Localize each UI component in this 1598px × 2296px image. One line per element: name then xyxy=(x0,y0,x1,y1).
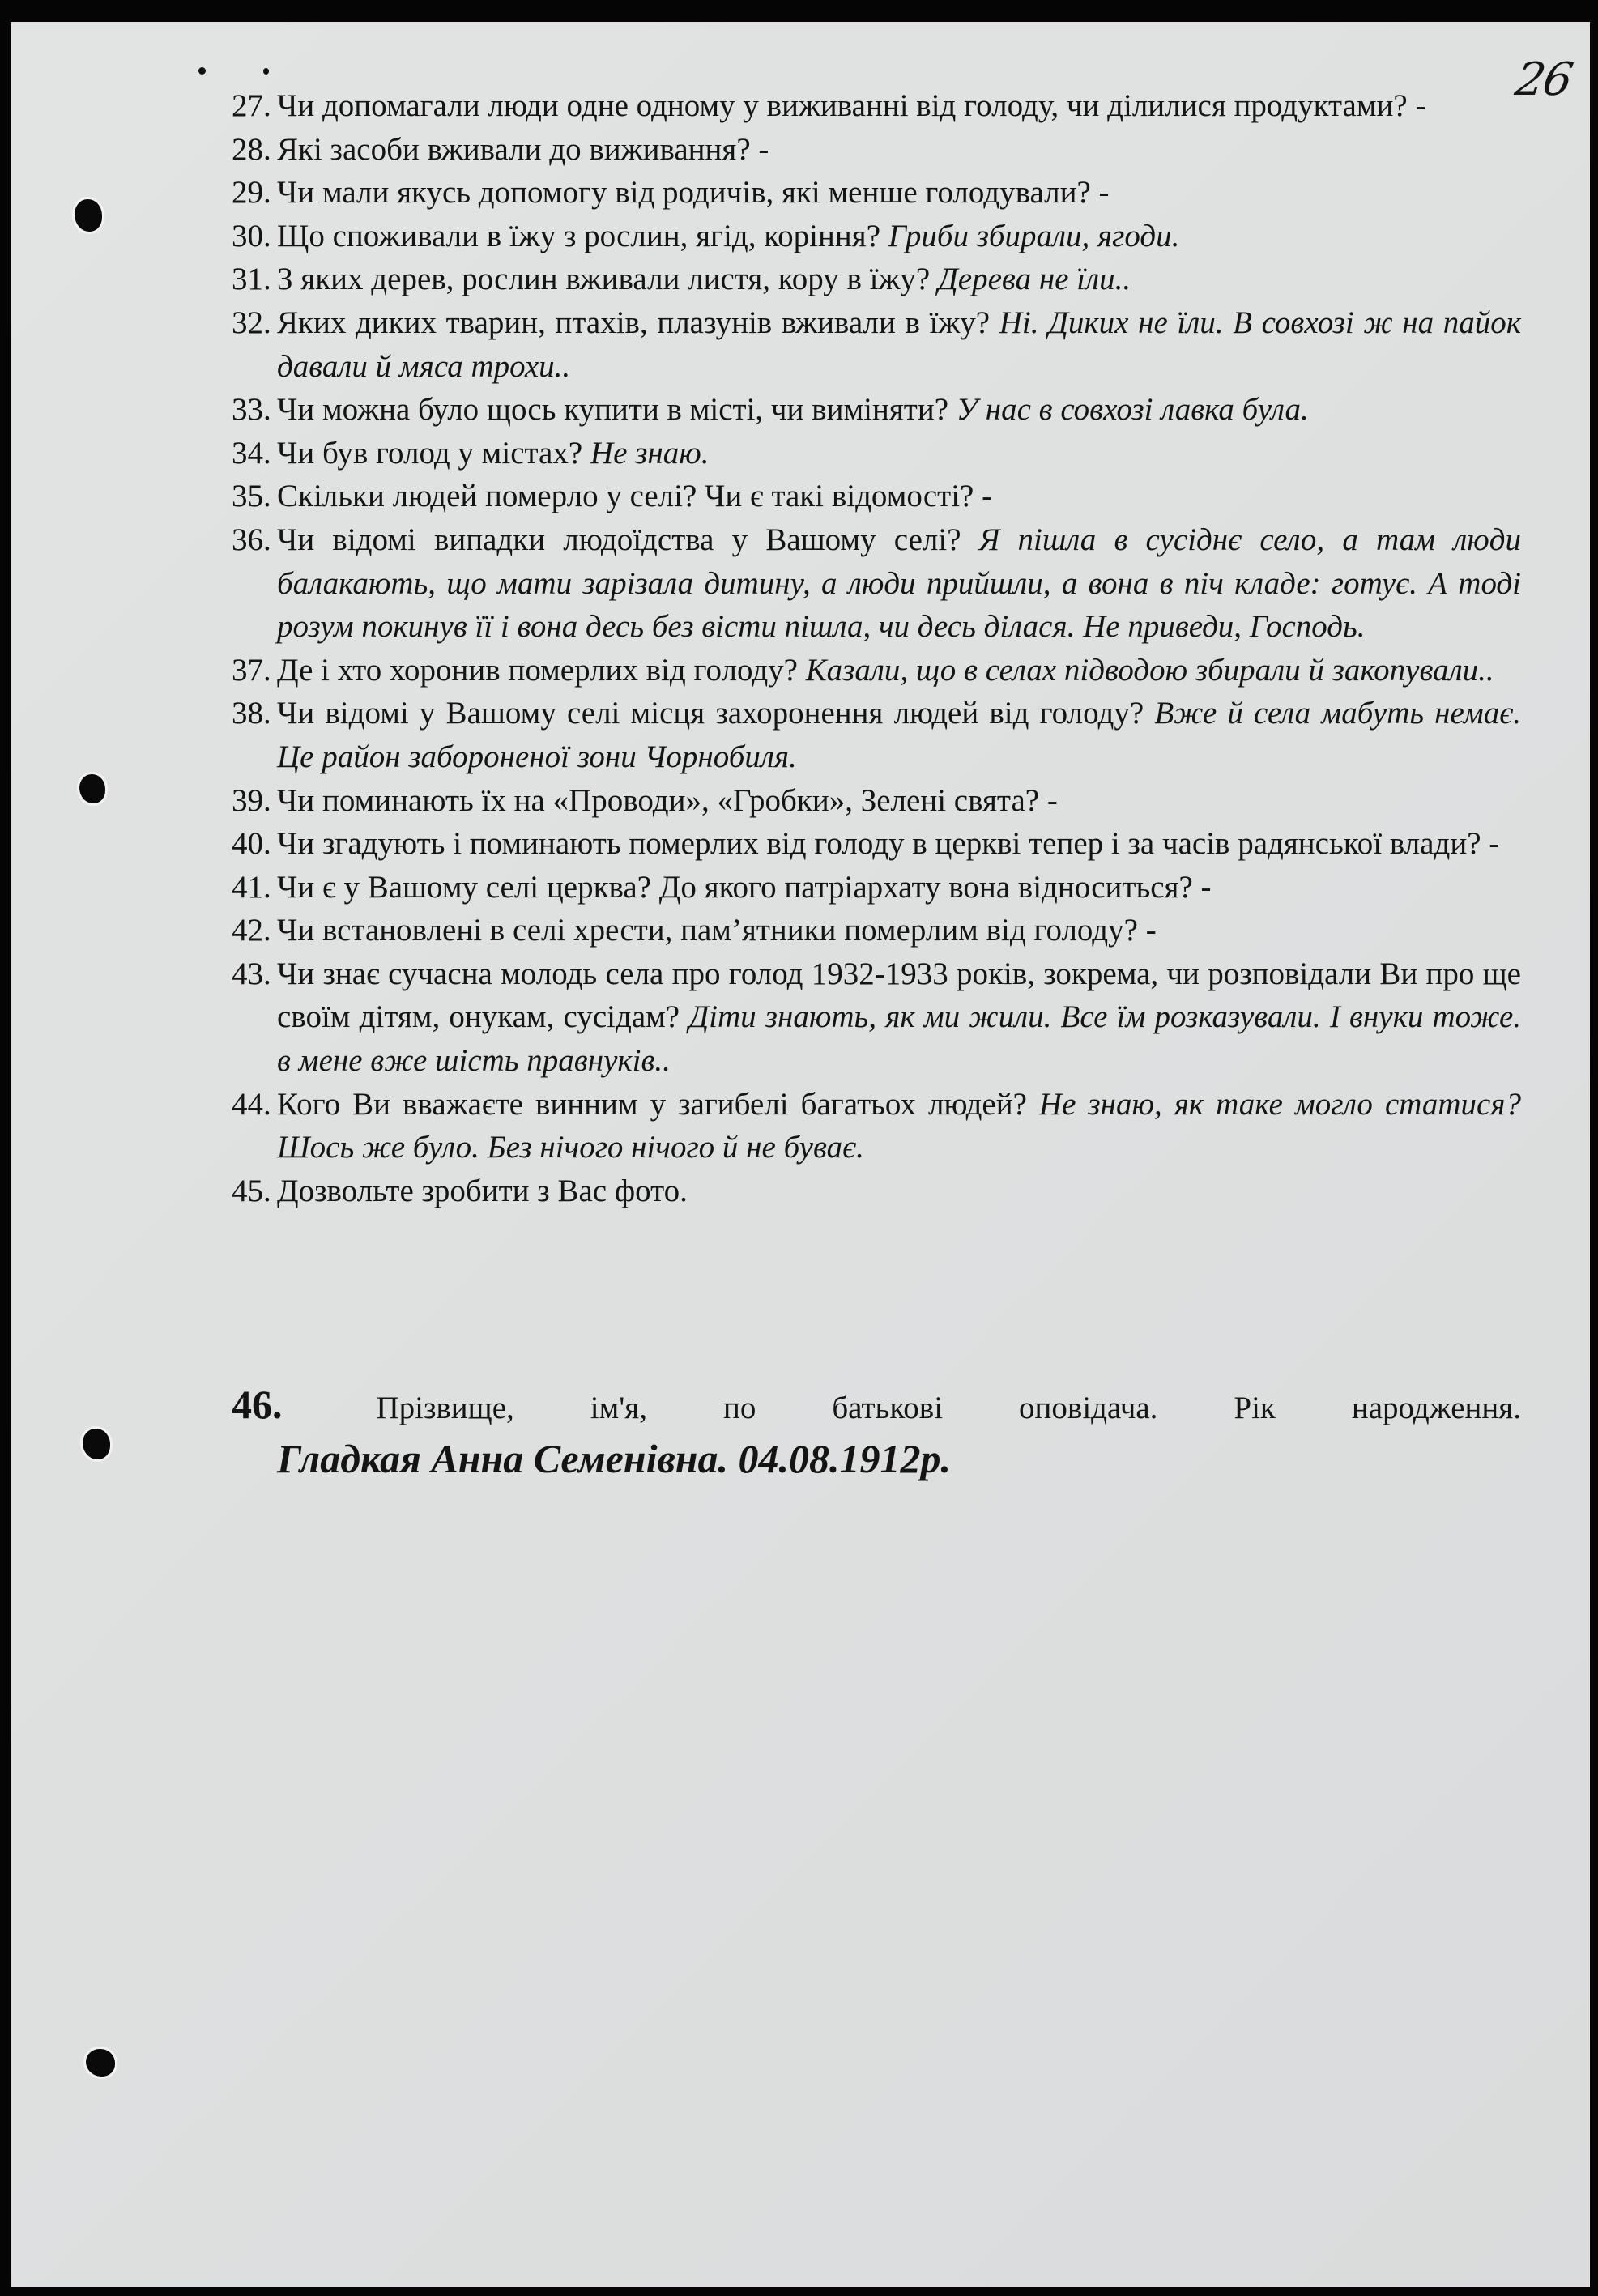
question-46-word: Прізвище, xyxy=(376,1391,514,1425)
questionnaire xyxy=(232,84,1521,1212)
question-item xyxy=(232,215,1521,258)
question-item xyxy=(232,84,1521,128)
question-number: 27. xyxy=(232,88,271,123)
answer-text: Не знаю. xyxy=(590,435,710,471)
punch-hole xyxy=(79,774,105,803)
punch-hole xyxy=(86,2049,115,2077)
answer-text: У нас в совхозі лавка була. xyxy=(956,392,1309,428)
question-46-line xyxy=(232,1383,1521,1430)
question-item xyxy=(232,779,1521,823)
question-number: 46. xyxy=(232,1382,283,1427)
question-text: Чи згадують і поминають померлих від голоду в церкві тепер і за часів радянської влади? - xyxy=(277,826,1500,862)
question-46-word: по xyxy=(722,1391,756,1425)
ink-dot xyxy=(198,67,206,75)
question-text: Чи відомі випадки людоїдства у Вашому селі? xyxy=(277,522,961,557)
question-46-word: Рік xyxy=(1234,1391,1276,1425)
answer-text: Казали, що в селах підводою збирали й закопували.. xyxy=(805,652,1494,688)
question-number: 29. xyxy=(232,175,271,211)
question-number: 28. xyxy=(232,131,271,167)
answer-text: Не знаю, як таке могло статися? Шось же було. Без нічого нічого й не буває. xyxy=(277,1086,1521,1165)
question-item xyxy=(232,1083,1521,1169)
narrator-name-answer: Гладкая Анна Семенівна. 04.08.1912р. xyxy=(277,1435,952,1481)
question-number: 41. xyxy=(232,869,271,905)
question-item xyxy=(232,866,1521,909)
question-text: Чи встановлені в селі хрести, пам’ятники померлим від голоду? - xyxy=(277,913,1157,948)
punch-hole xyxy=(75,199,102,232)
question-number: 40. xyxy=(232,826,271,862)
final-question-block xyxy=(232,1378,1521,1487)
question-46-word: оповідача. xyxy=(1019,1391,1158,1425)
question-46 xyxy=(232,1383,1521,1487)
question-number: 42. xyxy=(232,913,271,948)
question-item xyxy=(232,952,1521,1083)
question-text: Чи знає сучасна молодь села про голод 1932-1933 років, зокрема, чи розповідали Ви про ще своїм дітям, онукам, сусідам? xyxy=(277,956,1521,1035)
question-text: Чи поминають їх на «Проводи», «Гробки», Зелені свята? - xyxy=(277,782,1058,818)
question-item xyxy=(232,822,1521,866)
question-46-word: ім'я, xyxy=(590,1391,647,1425)
question-item xyxy=(232,432,1521,475)
question-text: З яких дерев, рослин вживали листя, кору в їжу? xyxy=(277,262,931,297)
answer-text: Вже й села мабуть немає. Це район забороненої зони Чорнобиля. xyxy=(277,696,1522,774)
question-number: 45. xyxy=(232,1173,271,1208)
answer-text: Діти знають, як ми жили. Все їм розказували. І внуки тоже. в мене вже шість правнуків.. xyxy=(277,999,1522,1079)
question-text: Чи можна було щось купити в місті, чи виміняти? xyxy=(277,392,948,428)
question-item xyxy=(232,692,1521,778)
question-item xyxy=(232,649,1521,692)
question-number: 36. xyxy=(232,522,271,557)
question-number: 35. xyxy=(232,479,271,514)
question-46-word: народження. xyxy=(1351,1391,1521,1425)
question-item xyxy=(232,171,1521,215)
question-text: Скільки людей померло у селі? Чи є такі відомості? - xyxy=(277,479,993,514)
question-text: Чи мали якусь допомогу від родичів, які менше голодували? - xyxy=(277,175,1110,211)
answer-text: Гриби збирали, ягоди. xyxy=(888,218,1180,253)
question-item xyxy=(232,909,1521,952)
question-item xyxy=(232,301,1521,388)
question-number: 39. xyxy=(232,782,271,818)
question-number: 33. xyxy=(232,392,271,428)
question-text: Чи був голод у містах? xyxy=(277,435,583,471)
question-number: 37. xyxy=(232,652,271,688)
question-item xyxy=(232,258,1521,301)
question-number: 43. xyxy=(232,956,271,991)
answer-text: Я пішла в сусіднє село, а там люди балакають, що мати зарізала дитину, а люди прийшли, а вона в піч кладе: готує. А тоді розум покинув її і вона десь без вісти пішла, чи десь ділася. Не приведи, Господь. xyxy=(277,522,1521,645)
question-text: Що споживали в їжу з рослин, ягід, коріння? xyxy=(277,218,880,253)
question-number: 44. xyxy=(232,1086,271,1122)
page-number: 26 xyxy=(1511,53,1575,106)
question-text: Чи є у Вашому селі церква? До якого патріархату вона відноситься? - xyxy=(277,869,1212,905)
question-text: Дозвольте зробити з Вас фото. xyxy=(277,1173,688,1208)
question-item xyxy=(232,518,1521,649)
ink-dot xyxy=(263,68,269,75)
question-item xyxy=(232,475,1521,518)
question-text: Кого Ви вважаєте винним у загибелі багатьох людей? xyxy=(277,1086,1027,1122)
question-item xyxy=(232,128,1521,172)
answer-text: Ні. Диких не їли. В совхозі ж на пайок давали й мяса трохи.. xyxy=(277,305,1521,384)
punch-hole xyxy=(83,1429,110,1459)
question-number: 30. xyxy=(232,218,271,253)
question-number: 38. xyxy=(232,696,271,731)
question-text: Де і хто хоронив померлих від голоду? xyxy=(277,652,798,688)
question-item xyxy=(232,388,1521,432)
question-number: 34. xyxy=(232,435,271,471)
answer-text: Дерева не їли.. xyxy=(937,262,1131,297)
question-item xyxy=(232,1169,1521,1213)
question-text: Чи допомагали люди одне одному у виживанні від голоду, чи ділилися продуктами? - xyxy=(277,88,1426,123)
question-number: 32. xyxy=(232,305,271,340)
question-text: Чи відомі у Вашому селі місця захоронення людей від голоду? xyxy=(277,696,1144,731)
question-text: Які засоби вживали до виживання? - xyxy=(277,131,769,167)
question-number: 31. xyxy=(232,262,271,297)
question-46-word: батькові xyxy=(832,1391,944,1425)
question-text: Яких диких тварин, птахів, плазунів вживали в їжу? xyxy=(277,305,991,340)
